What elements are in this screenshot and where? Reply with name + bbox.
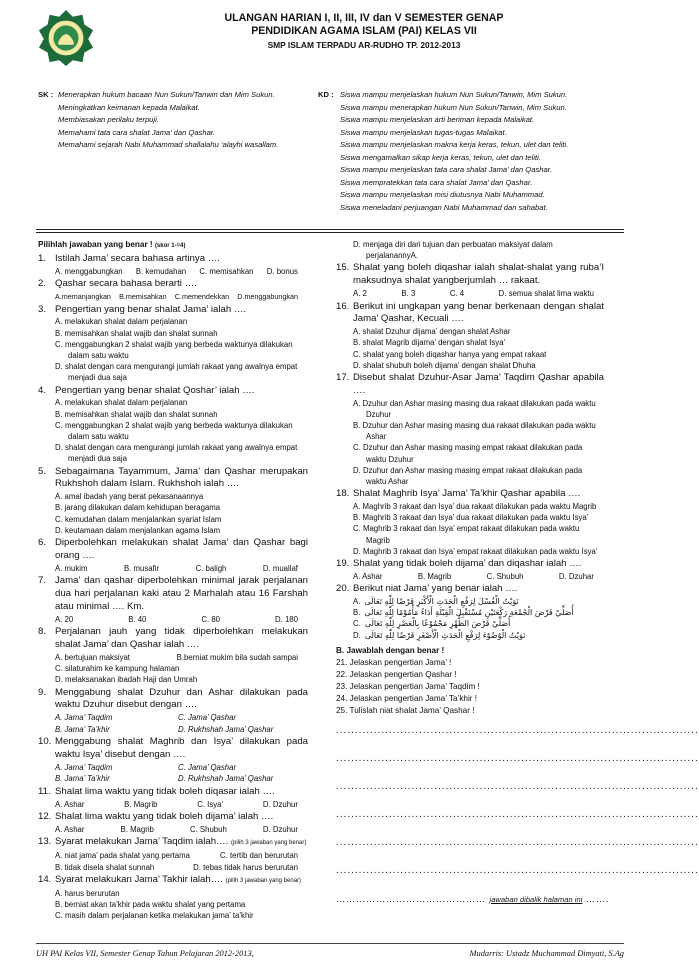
q17-option-d[interactable]: D. Dzuhur dan Ashar masing masing empat rakaat dilakukan pada waktu Ashar	[353, 465, 583, 486]
question-6: 6. Diperbolehkan melakukan shalat Jama’ dan Qashar bagi orang ….	[38, 537, 308, 561]
school-logo	[37, 9, 95, 67]
left-column	[38, 239, 308, 922]
question-5: 5. Sebagaimana Tayammum, Jama’ dan Qashar merupakan Rukhshoh dalam Islam. Rukhshoh ialah ….	[38, 465, 308, 490]
q17-option-a[interactable]: A. Dzuhur dan Ashar masing masing dua rakaat dilakukan pada waktu Dzuhur	[353, 398, 596, 419]
q10-options-ac[interactable]: A. Jama’ Taqdim C. Jama’ Qashar	[55, 762, 237, 772]
sk-item: Menerapkan hukum bacaan Nun Sukun/Tanwin dan Mim Sukun.	[58, 90, 275, 99]
q16-option-c[interactable]: C. shalat yang boleh diqashar hanya yang empat rakaat	[353, 349, 547, 359]
divider	[36, 232, 624, 233]
q3-option-b[interactable]: B. memisahkan shalat wajib dan shalat sunnah	[55, 328, 218, 338]
q13-options-ac[interactable]: A. niat jama’ pada shalat yang pertama C. tertib dan berurutan	[55, 851, 298, 861]
question-14: 14. Syarat melakukan Jama’ Takhir ialah…. (pilih 3 jawaban yang benar)	[38, 874, 302, 886]
divider	[36, 229, 624, 230]
essay-item: 22. Jelaskan pengertian Qashar !	[336, 669, 457, 679]
niat-arabic: نَوَيْتُ الْغُسْلَ لِرَفْعِ الْحَدَثِ الْأَكْبَرِ فَرْضًا لِلّٰهِ تَعَالَى	[364, 597, 519, 607]
footer-rule	[36, 943, 624, 944]
page-footer	[36, 949, 624, 958]
q20-option-c[interactable]: C. أُصَلِّيْ فَرْضَ الظُّهْرِ مَجْمُوْعًا بِالْعَصْرِ لِلّٰهِ تَعَالَى	[353, 619, 511, 629]
essay-item: 21. Jelaskan pengertian Jama’ !	[336, 657, 452, 667]
q13-options-bd[interactable]: B. tidak disela shalat sunnah D. tebas tidak harus berurutan	[55, 862, 298, 872]
answer-line[interactable]: ................................................................................................	[336, 836, 699, 848]
question-10: 10. Menggabung shalat Maghrib dan Isya’ dilakukan pada waktu Isya’ disebut dengan ….	[38, 736, 308, 760]
question-11: 11. Shalat lima waktu yang tidak boleh diqasar ialah ….	[38, 785, 275, 797]
continue-note: jawaban dibalik halaman ini	[489, 894, 583, 904]
q16-option-b[interactable]: B. shalat Magrib dijama’ dengan shalat Isya’	[353, 338, 506, 348]
q20-option-a[interactable]: A. نَوَيْتُ الْغُسْلَ لِرَفْعِ الْحَدَثِ الْأَكْبَرِ فَرْضًا لِلّٰهِ تَعَالَى	[353, 597, 519, 607]
kd-item: Siswa mampu menjelaskan hukum Nun Sukun/Tanwin, Mim Sukun.	[340, 90, 568, 99]
kd-item: Siswa meneladani perjuangan Nabi Muhammad dan sahabat.	[340, 202, 548, 212]
question-3: 3. Pengertian yang benar shalat Jama’ ialah ….	[38, 303, 247, 315]
question-9: 9. Menggabung shalat Dzuhur dan Ashar dilakukan pada waktu Dzuhur disebut dengan ….	[38, 686, 308, 711]
kd-item: Siswa mampu menjelaskan makna kerja keras, tekun, ulet dan teliti.	[340, 140, 569, 149]
sk-item: Meningkatkan keimanan kepada Malaikat.	[58, 102, 200, 112]
q9-options-ac[interactable]: A. Jama’ Taqdim C. Jama’ Qashar	[55, 713, 237, 723]
q4-option-b[interactable]: B. memisahkan shalat wajib dan shalat sunnah	[55, 409, 218, 419]
essay-questions	[336, 657, 604, 717]
kd-item: Siswa mengamalkan sikap kerja keras, tekun, ulet dan teliti.	[340, 152, 541, 162]
subject-title: PENDIDIKAN AGAMA ISLAM (PAI) KELAS VII	[251, 25, 477, 37]
question-20: 20. Berikut niat Jama’ yang benar ialah ….	[336, 583, 518, 595]
q6-options[interactable]: A. mukim B. musafir C. baligh D. muallaf	[55, 563, 298, 573]
question-13: 13. Syarat melakukan Jama’ Taqdim ialah…. (pilih 3 jawaban yang benar)	[38, 836, 307, 848]
essay-item: 25. Tulislah niat shalat Jama’ Qashar !	[336, 705, 475, 715]
school-name: SMP ISLAM TERPADU AR-RUDHO TP. 2012-2013	[267, 40, 461, 50]
question-4: 4. Pengertian yang benar shalat Qoshar’ ialah ….	[38, 384, 255, 396]
q5-option-c[interactable]: C. kemudahan dalam menjalankan syariat Islam	[55, 514, 222, 524]
right-column	[336, 239, 699, 914]
q18-option-a[interactable]: A. Maghrib 3 rakaat dan Isya’ dua rakaat dilakukan pada waktu Magrib	[353, 501, 597, 511]
q18-option-b[interactable]: B. Maghrib 3 rakaat dan Isya’ dua rakaat dilakukan pada waktu Isya’	[353, 513, 589, 523]
q4-option-d[interactable]: D. shalat dengan cara mengurangi jumlah rakaat yang awalnya empat menjadi dua saja	[55, 443, 298, 464]
kd-label: KD :	[318, 90, 334, 99]
q7-options[interactable]: A. 20 B. 40 C. 80 D. 180	[55, 614, 298, 624]
sk-item: Membiasakan perilaku terpuji.	[58, 115, 159, 124]
essay-item: 23. Jelaskan pengertian Jama’ Taqdim !	[336, 681, 480, 691]
kd-item: Siswa mampu menjelaskan arti beriman kepada Malaikat.	[340, 115, 535, 124]
sk-label: SK :	[38, 90, 54, 99]
q9-options-bd[interactable]: B. Jama’ Ta’khir D. Rukhshah Jama’ Qashar	[55, 724, 274, 734]
exam-header	[110, 12, 618, 52]
answer-line[interactable]: ................................................................................................	[336, 752, 699, 764]
q18-option-d[interactable]: D. Maghrib 3 rakaat dan Isya’ empat rakaat dilakukan pada waktu Isya’	[353, 546, 598, 556]
q4-option-a[interactable]: A. melakukan shalat dalam perjalanan	[55, 398, 188, 408]
question-8: 8. Perjalanan jauh yang tidak diperbolehkan melakukan shalat Jama’ dan Qashar ialah ….	[38, 626, 308, 650]
sk-item: Memahami sejarah Nabi Muhammad shallalahu ‘alayhi wasallam.	[58, 140, 279, 149]
question-15: 15. Shalat yang boleh diqashar ialah shalat-shalat yang ruba’I maksudnya shalat yangberjumlah … rakaat.	[336, 262, 604, 287]
q3-option-c[interactable]: C. menggabungkan 2 shalat wajib yang berbeda waktunya dilakukan dalam satu waktu	[55, 339, 293, 360]
section-a-title: Pilihlah jawaban yang benar ! (skor 1-=4)	[38, 240, 186, 249]
q17-option-c[interactable]: C. Dzuhur dan Ashar masing masing empat rakaat dilakukan pada waktu Dzuhur	[353, 443, 583, 464]
q18-option-c[interactable]: C. Maghrib 3 rakaat dan Isya’ empat rakaat dilakukan pada waktu Magrib	[353, 524, 580, 545]
q8-option-c[interactable]: C. silaturahim ke kampung halaman	[55, 664, 180, 674]
question-17: 17. Disebut shalat Dzuhur-Asar Jama’ Taqdim Qashar apabila ….	[336, 371, 604, 396]
question-1: 1. Istilah Jama’ secara bahasa artinya ….	[38, 253, 220, 264]
niat-arabic: أُصَلِّيْ فَرْضَ الظُّهْرِ مَجْمُوْعًا بِالْعَصْرِ لِلّٰهِ تَعَالَى	[364, 619, 511, 629]
section-b-title: B. Jawablah dengan benar !	[336, 645, 445, 655]
question-2: 2. Qashar secara bahasa berarti ….	[38, 278, 197, 290]
answer-line[interactable]: ................................................................................................	[336, 808, 699, 820]
q11-options[interactable]: A. Ashar B. Magrib C. Isya’ D. Dzuhur	[55, 799, 298, 809]
q14-option-a[interactable]: A. harus berurutan	[55, 888, 120, 898]
q5-option-a[interactable]: A. amal ibadah yang berat pekasanaannya	[55, 492, 204, 502]
essay-item: 24. Jelaskan pengertian Jama’ Ta’khir !	[336, 693, 478, 703]
exam-title: ULANGAN HARIAN I, II, III, IV dan V SEMESTER GENAP	[224, 12, 504, 24]
answer-line[interactable]: ................................................................................................	[336, 864, 699, 876]
footer-left: UH PAI Kelas VII, Semester Genap Tahun Pelajaran 2012-2013,	[36, 949, 254, 958]
answer-line-last[interactable]: ……………………………………… jawaban dibalik halaman ini …….	[336, 893, 610, 904]
q3-option-a[interactable]: A. melakukan shalat dalam perjalanan	[55, 317, 188, 327]
q20-option-d[interactable]: D. نَوَيْتُ الْوُضُوْءَ لِرَفْعِ الْحَدَثِ الْأَصْغَرِ فَرْضًا لِلّٰهِ تَعَالَى	[353, 630, 526, 640]
answer-line[interactable]: ................................................................................................	[336, 724, 699, 736]
kd-item: Siswa mampu menjelaskan tugas-tugas Malaikat.	[340, 127, 507, 137]
q14-option-d[interactable]: D. menjaga diri dari tujuan dan perbuatan maksiyat dalam perjalanannyA.	[353, 240, 553, 261]
q12-options[interactable]: A. Ashar B. Magrib C. Shubuh D. Dzuhur	[55, 824, 298, 834]
q14-option-b[interactable]: B. berniat akan ta’khir pada waktu shalat yang pertama	[55, 900, 246, 910]
question-16: 16. Berikut ini ungkapan yang benar berkenaan dengan shalat Jama’ Qashar, Kecuali ….	[336, 300, 604, 325]
question-12: 12. Shalat lima waktu yang tidak boleh dijama’ ialah ….	[38, 811, 274, 822]
answer-line[interactable]: ................................................................................................	[336, 780, 699, 792]
q17-option-b[interactable]: B. Dzuhur dan Ashar masing masing dua rakaat dilakukan pada waktu Ashar	[353, 420, 596, 442]
q8-option-d[interactable]: D. melaksanakan ibadah Haji dan Umrah	[55, 675, 198, 685]
footer-right: Mudarris: Ustadz Muchammad Dimyati, S.Ag	[469, 949, 624, 958]
question-18: 18. Shalat Maghrib Isya’ Jama’ Ta’khir Qashar apabila ….	[336, 488, 581, 500]
q14-option-c[interactable]: C. masih dalam perjalanan ketika melakukan jama’ ta’khir	[55, 911, 254, 921]
question-19: 19. Shalat yang tidak boleh dijama’ dan diqashar ialah ….	[336, 557, 582, 569]
sk-item: Memahami tata cara shalat Jama’ dan Qashar.	[58, 127, 216, 137]
q3-option-d[interactable]: D. shalat dengan cara mengurangi jumlah rakaat yang awalnya empat menjadi dua saja	[55, 362, 298, 383]
q4-option-c[interactable]: C. menggabungkan 2 shalat wajib yang berbeda waktunya dilakukan dalam satu waktu	[55, 420, 293, 442]
q16-option-d[interactable]: D. shalat shubuh boleh dijama’ dengan shalat Dhuha	[353, 360, 536, 370]
kd-item: Siswa mampu menerapkan hukum Nun Sukun/Tanwin, Mim Sukun.	[340, 102, 567, 112]
q5-option-d[interactable]: D. keutamaan dalam menjalankan agama Islam	[55, 525, 221, 535]
q19-options[interactable]: A. Ashar B. Magrib C. Shubuh D. Dzuhar	[353, 571, 594, 581]
q20-option-b[interactable]: B. أُصَلِّيْ فَرْضَ الْجُمْعَةِ رَكْعَتَيْنِ مُسْتَقْبِلَ الْقِبْلَةِ أَدَاءً مَأْمُوْمًا لِلّٰهِ تَعَالَى	[353, 608, 574, 618]
kd-item: Siswa mampu menjelaskan misi diutusnya Nabi Muhammad.	[340, 190, 545, 199]
niat-arabic: أُصَلِّيْ فَرْضَ الْجُمْعَةِ رَكْعَتَيْنِ مُسْتَقْبِلَ الْقِبْلَةِ أَدَاءً مَأْمُوْمًا لِلّٰهِ تَعَالَى	[364, 608, 574, 618]
kd-item: Siswa mampu menjelaskan tata cara shalat Jama’ dan Qashar.	[340, 165, 553, 174]
standar-kompetensi	[40, 89, 330, 152]
q16-option-a[interactable]: A. shalat Dzuhur dijama’ dengan shalat Ashar	[353, 327, 511, 337]
q8-options-ab[interactable]: A. bertujuan maksiyat B.berniat mukim bila sudah sampai	[55, 652, 298, 662]
kd-item: Siswa mempratekkan tata cara shalat Jama’ dan Qashar.	[340, 177, 533, 187]
niat-arabic: نَوَيْتُ الْوُضُوْءَ لِرَفْعِ الْحَدَثِ الْأَصْغَرِ فَرْضًا لِلّٰهِ تَعَالَى	[364, 630, 526, 640]
q10-options-bd[interactable]: B. Jama’ Ta’khir D. Rukhshah Jama’ Qashar	[55, 774, 274, 784]
question-7: 7. Jama’ dan qashar diperbolehkan minimal jarak perjalanan dua hari perjalanan kaki atau 2 Marhalah atau 16 Farshah atau minimal …. Km.	[38, 575, 308, 612]
q5-option-b[interactable]: B. jarang dilakukan dalam kehidupan beragama	[55, 503, 221, 513]
kompetensi-dasar	[318, 89, 623, 214]
q1-options[interactable]: A. menggabungkan B. kemudahan C. memisahkan D. bonus	[55, 266, 298, 276]
q15-options[interactable]: A. 2 B. 3 C. 4 D. semua shalat lima waktu	[353, 289, 594, 298]
q2-options[interactable]: A.memanjangkan B.memisahkan C.memendekkan D.menggabungkan	[55, 292, 298, 302]
